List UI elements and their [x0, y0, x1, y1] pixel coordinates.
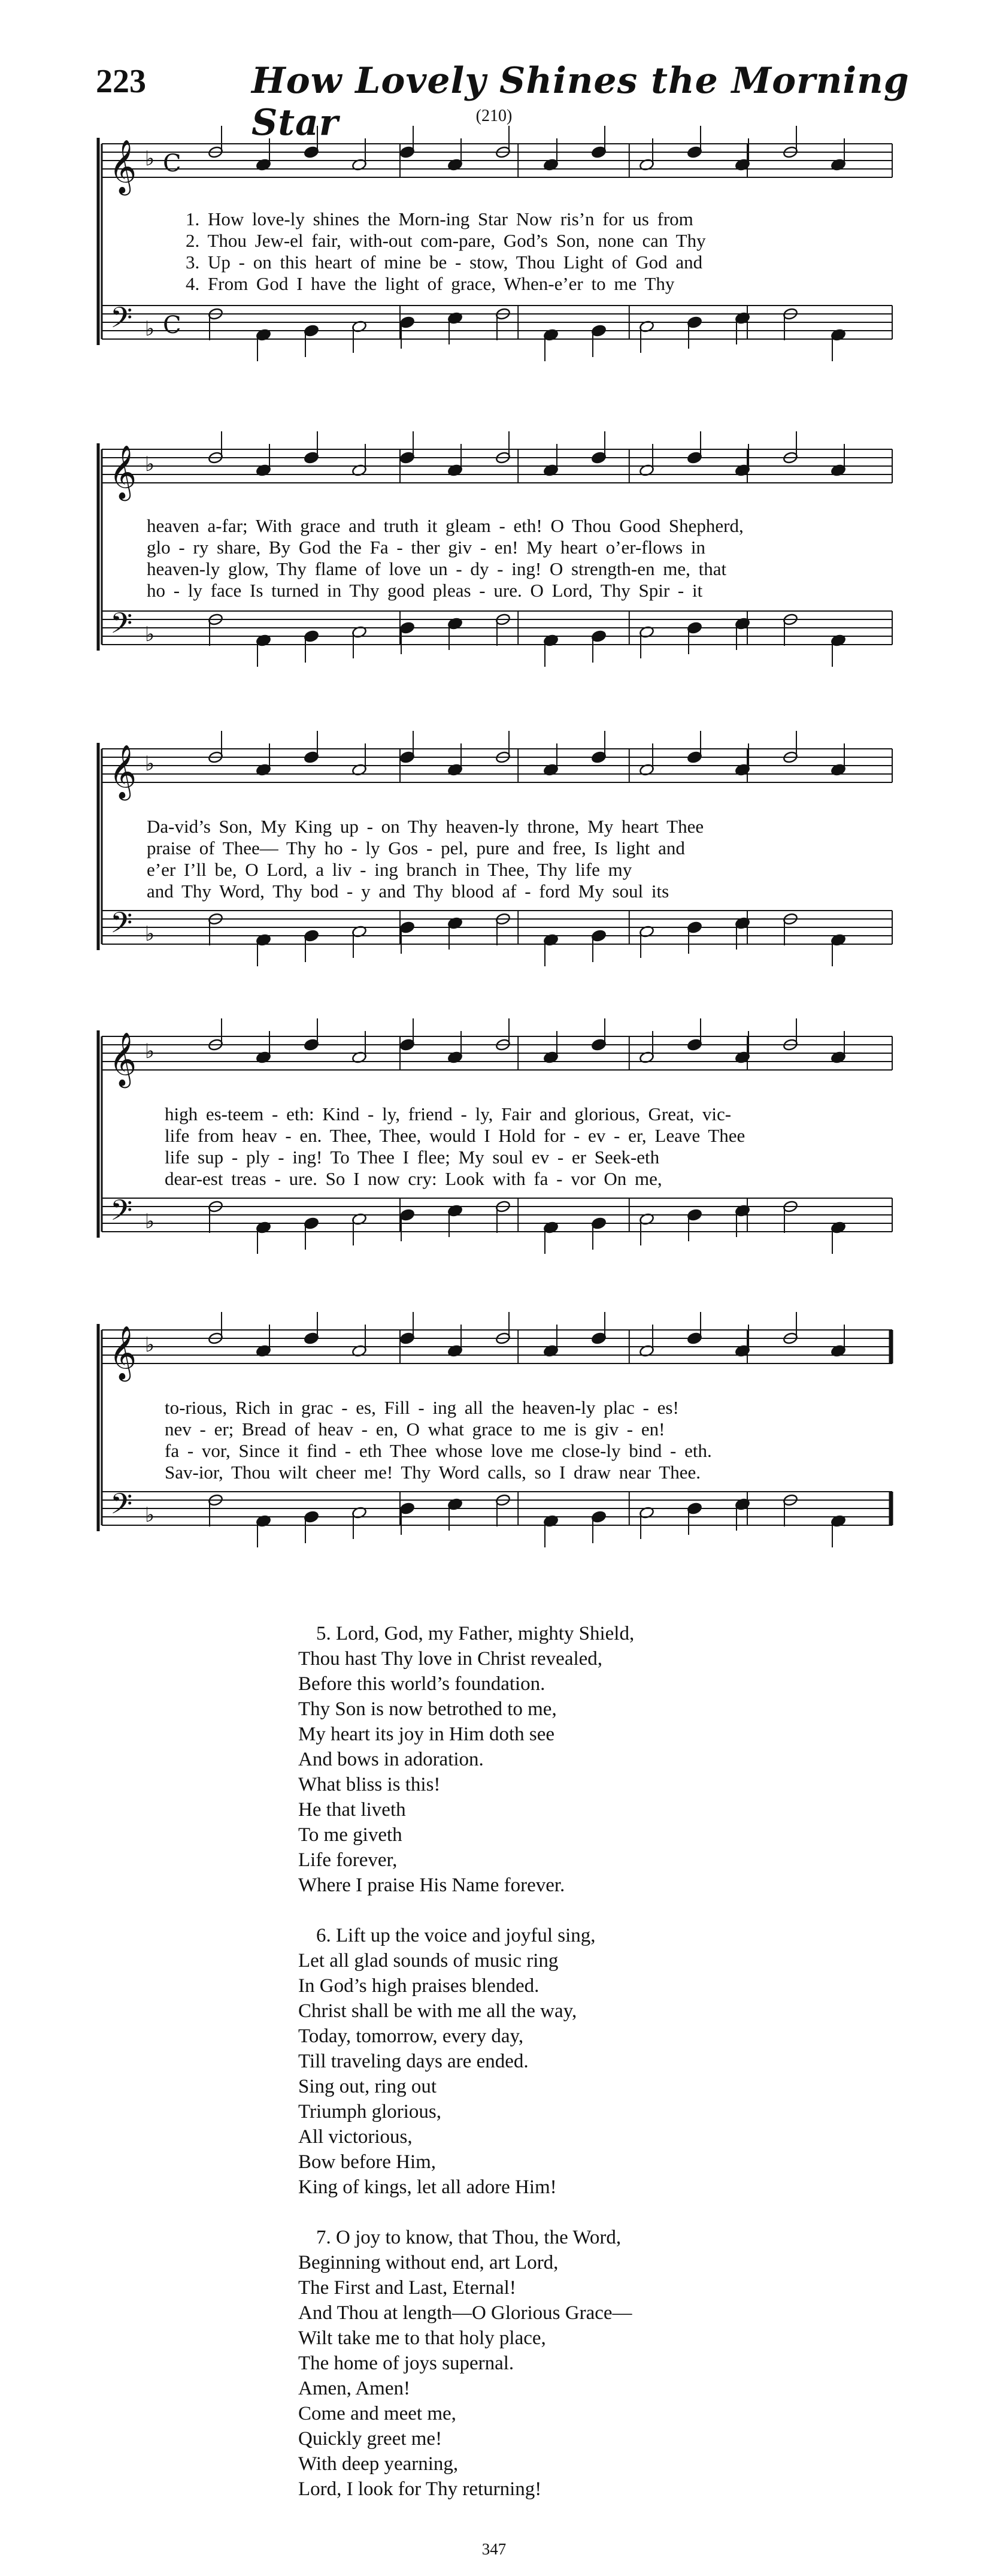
- svg-text:𝄢: 𝄢: [110, 1487, 133, 1528]
- lyric-line-verse-4: and Thy Word, Thy bod - y and Thy blood af - ford My soul its: [147, 881, 669, 902]
- lyrics-block-3: [147, 816, 865, 902]
- music-system-1: [96, 126, 898, 437]
- svg-text:♭: ♭: [145, 622, 155, 646]
- verse-line: And bows in adoration.: [298, 1749, 484, 1770]
- verse-line: To me giveth: [298, 1824, 402, 1846]
- svg-text:♭: ♭: [145, 452, 155, 476]
- lyric-line-verse-2: praise of Thee— Thy ho - ly Gos - pel, pure and free, Is light and: [147, 837, 685, 858]
- lyrics-block-2: [147, 515, 865, 601]
- verse-line: With deep yearning,: [298, 2453, 459, 2475]
- lyric-line-verse-1: heaven a-far; With grace and truth it gleam - eth! O Thou Good Shepherd,: [147, 515, 744, 536]
- verse-line: Sing out, ring out: [298, 2076, 437, 2097]
- verse-5: [298, 1621, 897, 1898]
- lyric-line-verse-2: nev - er; Bread of heav - en, O what grace to me is giv - en!: [165, 1419, 665, 1440]
- lyrics-block-5: [165, 1397, 883, 1483]
- hymn-number: 223: [96, 63, 146, 100]
- svg-text:𝄢: 𝄢: [110, 906, 133, 947]
- svg-text:𝄢: 𝄢: [110, 301, 133, 341]
- verse-line: Quickly greet me!: [298, 2428, 443, 2450]
- verse-line: Today, tomorrow, every day,: [298, 2025, 524, 2047]
- verse-7: [298, 2225, 897, 2502]
- verse-line: Life forever,: [298, 1849, 398, 1871]
- svg-text:𝄞: 𝄞: [109, 745, 137, 799]
- verse-line: Where I praise His Name forever.: [298, 1874, 565, 1896]
- verse-line: In God’s high praises blended.: [298, 1975, 540, 1997]
- svg-text:𝄢: 𝄢: [110, 1193, 133, 1234]
- verse-line: Amen, Amen!: [298, 2378, 410, 2399]
- verse-line: King of kings, let all adore Him!: [298, 2176, 557, 2198]
- lyric-line-verse-3: life sup - ply - ing! To Thee I flee; My soul ev - er Seek-eth: [165, 1147, 660, 1168]
- verse-line: Bow before Him,: [298, 2151, 437, 2173]
- svg-text:C: C: [163, 150, 181, 177]
- lyric-line-verse-1: to-rious, Rich in grac - es, Fill - ing all the heaven-ly plac - es!: [165, 1397, 679, 1418]
- music-system-5: [96, 1300, 898, 1611]
- lyric-line-verse-3: fa - vor, Since it find - eth Thee whose love me close-ly bind - eth.: [165, 1440, 712, 1461]
- additional-verses: [298, 1621, 897, 2527]
- lyric-line-verse-3: 3. Up - on this heart of mine be - stow, Thou Light of God and: [186, 252, 703, 273]
- verse-line: What bliss is this!: [298, 1774, 441, 1795]
- verse-line: Before this world’s foundation.: [298, 1673, 545, 1695]
- svg-text:♭: ♭: [145, 1503, 155, 1527]
- svg-text:♭: ♭: [145, 1210, 155, 1233]
- svg-text:♭: ♭: [145, 1039, 155, 1063]
- lyric-line-verse-4: ho - ly face Is turned in Thy good pleas - ure. O Lord, Thy Spir - it: [147, 580, 703, 601]
- lyrics-block-4: [165, 1103, 883, 1190]
- lyric-line-verse-2: 2. Thou Jew-el fair, with-out com-pare, God’s Son, none can Thy: [186, 230, 706, 251]
- verse-line: Lord, I look for Thy returning!: [298, 2478, 542, 2500]
- svg-text:𝄢: 𝄢: [110, 606, 133, 647]
- verse-line: The home of joys supernal.: [298, 2353, 514, 2374]
- svg-text:♭: ♭: [145, 1333, 155, 1357]
- verse-line: Wilt take me to that holy place,: [298, 2327, 546, 2349]
- verse-line: Come and meet me,: [298, 2403, 456, 2424]
- verse-line: Christ shall be with me all the way,: [298, 2000, 577, 2022]
- lyric-line-verse-4: 4. From God I have the light of grace, When-e’er to me Thy: [186, 273, 675, 294]
- lyric-line-verse-1: high es-teem - eth: Kind - ly, friend - ly, Fair and glorious, Great, vic-: [165, 1103, 732, 1124]
- lyric-line-verse-1: Da-vid’s Son, My King up - on Thy heaven-ly throne, My heart Thee: [147, 816, 704, 837]
- verse-line: 5. Lord, God, my Father, mighty Shield,: [316, 1623, 635, 1644]
- music-system-3: [96, 719, 898, 1030]
- svg-text:𝄞: 𝄞: [109, 1326, 137, 1380]
- verse-line: The First and Last, Eternal!: [298, 2277, 516, 2299]
- svg-text:𝄞: 𝄞: [109, 140, 137, 193]
- svg-text:♭: ♭: [145, 147, 155, 171]
- verse-line: 6. Lift up the voice and joyful sing,: [316, 1925, 596, 1946]
- lyric-line-verse-2: glo - ry share, By God the Fa - ther giv - en! My heart o’er-flows in: [147, 537, 706, 558]
- music-system-4: [96, 1006, 898, 1318]
- lyric-line-verse-3: heaven-ly glow, Thy flame of love un - dy - ing! O strength-en me, that: [147, 558, 727, 579]
- hymn-title: How Lovely Shines the Morning Star: [251, 60, 910, 144]
- verse-line: Let all glad sounds of music ring: [298, 1950, 559, 1972]
- verse-line: Triumph glorious,: [298, 2101, 441, 2123]
- page-number: 347: [481, 2540, 507, 2558]
- verse-line: Thou hast Thy love in Christ revealed,: [298, 1648, 603, 1670]
- verse-line: Beginning without end, art Lord,: [298, 2252, 559, 2273]
- lyric-line-verse-4: Sav-ior, Thou wilt cheer me! Thy Word calls, so I draw near Thee.: [165, 1462, 701, 1483]
- verse-line: My heart its joy in Him doth see: [298, 1724, 555, 1745]
- svg-text:♭: ♭: [145, 317, 155, 341]
- svg-text:♭: ♭: [145, 752, 155, 776]
- svg-text:C: C: [163, 312, 181, 339]
- lyric-line-verse-2: life from heav - en. Thee, Thee, would I Hold for - ev - er, Leave Thee: [165, 1125, 745, 1146]
- verse-line: Till traveling days are ended.: [298, 2051, 529, 2072]
- svg-text:𝄞: 𝄞: [109, 1032, 137, 1086]
- svg-text:𝄞: 𝄞: [109, 445, 137, 499]
- lyrics-block-1: [186, 208, 904, 295]
- music-system-2: [96, 419, 898, 731]
- verse-line: 7. O joy to know, that Thou, the Word,: [316, 2227, 622, 2248]
- verse-line: Thy Son is now betrothed to me,: [298, 1698, 557, 1720]
- verse-line: And Thou at length—O Glorious Grace—: [298, 2302, 632, 2324]
- lyric-line-verse-4: dear-est treas - ure. So I now cry: Look with fa - vor On me,: [165, 1168, 662, 1189]
- svg-text:♭: ♭: [145, 922, 155, 946]
- verse-line: He that liveth: [298, 1799, 406, 1821]
- verse-6: [298, 1923, 897, 2200]
- lyric-line-verse-3: e’er I’ll be, O Lord, a liv - ing branch in Thee, Thy life my: [147, 859, 632, 880]
- verse-line: All victorious,: [298, 2126, 413, 2148]
- tune-number: (210): [475, 107, 513, 125]
- lyric-line-verse-1: 1. How love-ly shines the Morn-ing Star Now ris’n for us from: [186, 208, 693, 229]
